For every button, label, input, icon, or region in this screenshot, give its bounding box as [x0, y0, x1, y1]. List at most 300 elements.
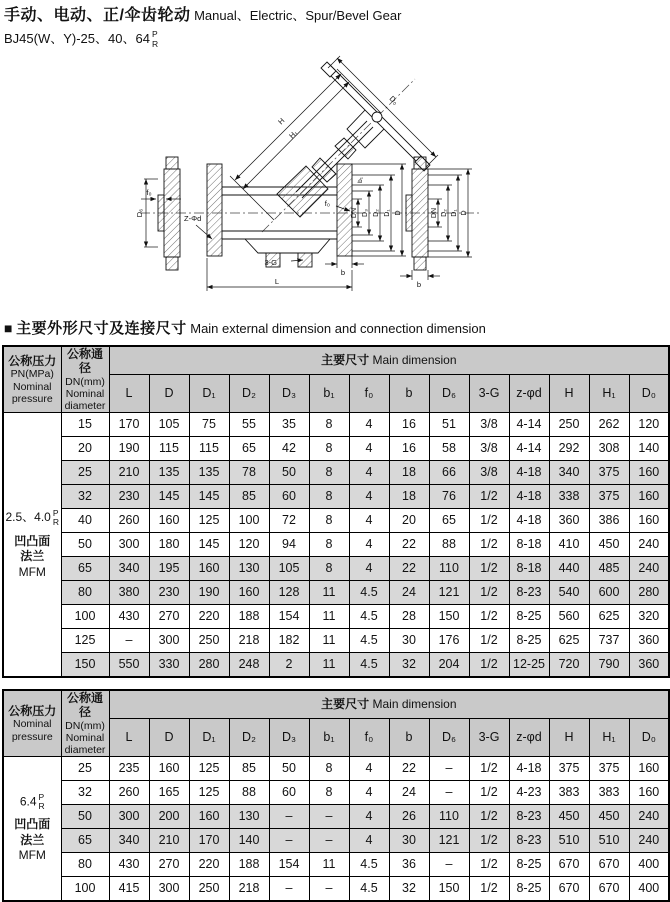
left-flange-view: [158, 157, 180, 270]
dim-value-cell: 85: [229, 756, 269, 780]
dim-value-cell: 42: [269, 436, 309, 460]
dim-label-d0: D₀: [387, 93, 400, 107]
dim-value-cell: 65: [229, 436, 269, 460]
table-row: [3, 652, 669, 677]
dim-column-header: H: [549, 374, 589, 412]
dim-value-cell: 72: [269, 508, 309, 532]
dim-value-cell: –: [269, 876, 309, 901]
dim-column-header: D₂: [229, 374, 269, 412]
dim-value-cell: 160: [189, 804, 229, 828]
dim-value-cell: 240: [629, 828, 669, 852]
dim-label-b-right: b: [416, 279, 422, 289]
dim-value-cell: 188: [229, 604, 269, 628]
dim-value-cell: 1/2: [469, 652, 509, 677]
valve-technical-drawing: [0, 49, 670, 311]
dim-column-header: b: [389, 718, 429, 756]
dim-value-cell: 190: [189, 580, 229, 604]
dim-value-cell: 11: [309, 604, 349, 628]
dim-value-cell: 8: [309, 412, 349, 436]
pressure-header-cell: 公称压力 PN(MPa) Nominal pressure: [3, 346, 61, 412]
dim-column-header: L: [109, 718, 149, 756]
dim-value-cell: 24: [389, 780, 429, 804]
dim-value-cell: 154: [269, 604, 309, 628]
dim-column-header: 3-G: [469, 374, 509, 412]
dim-value-cell: 125: [189, 756, 229, 780]
header-row: [3, 690, 669, 718]
dn-cell: 50: [61, 532, 109, 556]
dim-value-cell: 4.5: [349, 852, 389, 876]
dimension-table-pn25-40: [2, 345, 670, 678]
dim-value-cell: 1/2: [469, 852, 509, 876]
valve-drawing-svg: [0, 49, 670, 311]
dim-value-cell: 4-18: [509, 484, 549, 508]
dim-value-cell: 308: [589, 436, 629, 460]
dim-value-cell: 300: [109, 804, 149, 828]
dim-column-header: f₀: [349, 374, 389, 412]
dim-value-cell: 176: [429, 628, 469, 652]
dim-value-cell: 670: [549, 852, 589, 876]
dim-value-cell: 400: [629, 876, 669, 901]
dim-label-dn-right: DN: [431, 207, 438, 218]
dim-value-cell: 1/2: [469, 604, 509, 628]
dim-value-cell: 130: [229, 804, 269, 828]
dim-value-cell: 270: [149, 852, 189, 876]
dim-value-cell: 240: [629, 804, 669, 828]
dim-value-cell: 58: [429, 436, 469, 460]
dim-value-cell: 550: [109, 652, 149, 677]
dim-value-cell: 383: [549, 780, 589, 804]
dim-value-cell: 125: [189, 780, 229, 804]
dim-value-cell: 8: [309, 780, 349, 804]
table-row: [3, 508, 669, 532]
dim-value-cell: 160: [629, 460, 669, 484]
dim-value-cell: 4.5: [349, 604, 389, 628]
table-row: [3, 852, 669, 876]
dim-value-cell: –: [269, 828, 309, 852]
main-dimension-header: 主要尺寸 Main dimension: [109, 346, 669, 374]
dim-value-cell: 105: [149, 412, 189, 436]
dim-value-cell: 110: [429, 804, 469, 828]
table-row: [3, 780, 669, 804]
dim-value-cell: 4: [349, 484, 389, 508]
dim-value-cell: 1/2: [469, 756, 509, 780]
dim-value-cell: 11: [309, 852, 349, 876]
dim-value-cell: 4-23: [509, 780, 549, 804]
dim-value-cell: 88: [229, 780, 269, 804]
dim-value-cell: 32: [389, 652, 429, 677]
dim-label-3g: 3-G: [264, 257, 277, 267]
dim-column-header: z-φd: [509, 374, 549, 412]
dim-value-cell: 105: [269, 556, 309, 580]
dim-value-cell: 36: [389, 852, 429, 876]
dn-cell: 125: [61, 628, 109, 652]
dim-value-cell: 4.5: [349, 876, 389, 901]
dim-value-cell: 540: [549, 580, 589, 604]
dim-value-cell: 300: [149, 628, 189, 652]
dim-label-l: L: [274, 276, 280, 286]
dim-column-header: D₃: [269, 718, 309, 756]
dim-column-header: b₁: [309, 718, 349, 756]
dim-label-h: H: [276, 116, 287, 127]
dim-value-cell: 8: [309, 556, 349, 580]
dim-value-cell: 340: [109, 828, 149, 852]
dim-value-cell: 670: [589, 876, 629, 901]
dim-value-cell: 383: [589, 780, 629, 804]
table-row: [3, 876, 669, 901]
dim-label-d6: D₆: [135, 208, 144, 218]
dim-value-cell: 115: [189, 436, 229, 460]
dim-value-cell: 170: [189, 828, 229, 852]
dim-value-cell: 35: [269, 412, 309, 436]
dim-value-cell: 430: [109, 852, 149, 876]
dim-value-cell: 160: [629, 484, 669, 508]
dim-value-cell: 204: [429, 652, 469, 677]
dim-value-cell: 1/2: [469, 532, 509, 556]
dim-value-cell: 3/8: [469, 412, 509, 436]
dn-cell: 150: [61, 652, 109, 677]
table-row: [3, 580, 669, 604]
dim-value-cell: 100: [229, 508, 269, 532]
dim-value-cell: –: [309, 804, 349, 828]
dim-value-cell: 4: [349, 508, 389, 532]
dim-value-cell: 4.5: [349, 580, 389, 604]
dim-label-f0-left: f₀: [146, 187, 152, 197]
dim-value-cell: 450: [589, 532, 629, 556]
handwheel: [321, 62, 430, 171]
table-row: [3, 828, 669, 852]
dim-value-cell: 8: [309, 532, 349, 556]
dim-value-cell: 76: [429, 484, 469, 508]
dim-value-cell: 410: [549, 532, 589, 556]
dim-value-cell: 85: [229, 484, 269, 508]
dim-value-cell: 160: [229, 580, 269, 604]
dim-column-header: H: [549, 718, 589, 756]
dim-value-cell: 110: [429, 556, 469, 580]
dn-cell: 25: [61, 460, 109, 484]
dim-value-cell: 88: [429, 532, 469, 556]
dim-column-header: D: [149, 374, 189, 412]
dim-value-cell: 150: [429, 876, 469, 901]
dim-value-cell: 160: [189, 556, 229, 580]
dim-value-cell: 4-18: [509, 460, 549, 484]
dim-value-cell: 140: [229, 828, 269, 852]
dim-value-cell: 270: [149, 604, 189, 628]
header-row: [3, 346, 669, 374]
dim-value-cell: 195: [149, 556, 189, 580]
dim-value-cell: 300: [149, 876, 189, 901]
dn-cell: 15: [61, 412, 109, 436]
dim-column-header: D₃: [269, 374, 309, 412]
dim-value-cell: 380: [109, 580, 149, 604]
dim-value-cell: 32: [389, 876, 429, 901]
dn-cell: 100: [61, 876, 109, 901]
dimension-table-container-1: [0, 345, 670, 678]
dim-value-cell: 386: [589, 508, 629, 532]
dim-value-cell: 8-23: [509, 804, 549, 828]
dim-value-cell: 160: [629, 780, 669, 804]
dn-cell: 80: [61, 852, 109, 876]
dim-value-cell: 375: [549, 756, 589, 780]
dim-value-cell: 600: [589, 580, 629, 604]
dn-cell: 32: [61, 780, 109, 804]
dim-value-cell: 230: [149, 580, 189, 604]
dim-label-d3: D₃: [362, 208, 369, 217]
dn-cell: 100: [61, 604, 109, 628]
dim-column-header: 3-G: [469, 718, 509, 756]
dim-value-cell: 160: [149, 756, 189, 780]
dim-value-cell: 8-25: [509, 876, 549, 901]
dim-value-cell: –: [309, 828, 349, 852]
dim-value-cell: 160: [629, 756, 669, 780]
main-dimension-header: 主要尺寸 Main dimension: [109, 690, 669, 718]
dim-value-cell: 20: [389, 508, 429, 532]
dim-label-b-mid: b: [340, 267, 346, 277]
dim-value-cell: 320: [629, 604, 669, 628]
dim-value-cell: 1/2: [469, 780, 509, 804]
dim-value-cell: 1/2: [469, 556, 509, 580]
table-row: [3, 604, 669, 628]
dim-value-cell: 8: [309, 508, 349, 532]
dim-value-cell: 8-25: [509, 604, 549, 628]
dim-value-cell: 145: [189, 532, 229, 556]
dim-value-cell: 24: [389, 580, 429, 604]
dim-value-cell: 190: [109, 436, 149, 460]
dim-value-cell: –: [269, 804, 309, 828]
dim-value-cell: 50: [269, 460, 309, 484]
dim-value-cell: 248: [229, 652, 269, 677]
dn-cell: 65: [61, 828, 109, 852]
dim-value-cell: 720: [549, 652, 589, 677]
dim-label-d2-mid: D₂: [373, 209, 380, 217]
dn-cell: 80: [61, 580, 109, 604]
dim-value-cell: 375: [589, 484, 629, 508]
dim-value-cell: 4.5: [349, 652, 389, 677]
dim-value-cell: 737: [589, 628, 629, 652]
dim-column-header: L: [109, 374, 149, 412]
dn-cell: 65: [61, 556, 109, 580]
dim-value-cell: 60: [269, 780, 309, 804]
dim-value-cell: –: [429, 756, 469, 780]
dim-column-header: D₀: [629, 718, 669, 756]
model-designation: BJ45(W、Y)-25、40、64 P R: [4, 29, 159, 49]
dim-value-cell: 66: [429, 460, 469, 484]
dim-label-f0-mid: f₀: [324, 198, 330, 208]
dim-value-cell: 210: [149, 828, 189, 852]
dim-value-cell: 18: [389, 460, 429, 484]
dim-value-cell: 11: [309, 580, 349, 604]
dim-value-cell: 292: [549, 436, 589, 460]
dim-value-cell: –: [109, 628, 149, 652]
dim-value-cell: 415: [109, 876, 149, 901]
pr-subscript: P R: [151, 29, 159, 49]
dim-value-cell: 75: [189, 412, 229, 436]
dim-value-cell: 1/2: [469, 804, 509, 828]
dim-value-cell: 790: [589, 652, 629, 677]
section-title-chinese: 主要外形尺寸及连接尺寸: [16, 319, 187, 337]
table-row: [3, 460, 669, 484]
dim-value-cell: 250: [549, 412, 589, 436]
dim-value-cell: 8: [309, 460, 349, 484]
pressure-group-cell: 6.4 P R 凹凸面 法兰 MFM: [3, 756, 61, 901]
dim-value-cell: 260: [109, 508, 149, 532]
dim-value-cell: 121: [429, 580, 469, 604]
dim-value-cell: 121: [429, 828, 469, 852]
dim-value-cell: 55: [229, 412, 269, 436]
dim-value-cell: 560: [549, 604, 589, 628]
dim-value-cell: 4-14: [509, 436, 549, 460]
dim-value-cell: 120: [629, 412, 669, 436]
dim-value-cell: 670: [549, 876, 589, 901]
dim-value-cell: 200: [149, 804, 189, 828]
dim-value-cell: 4-18: [509, 508, 549, 532]
dim-value-cell: 130: [229, 556, 269, 580]
dn-cell: 25: [61, 756, 109, 780]
dim-value-cell: 8-23: [509, 580, 549, 604]
dim-value-cell: 8: [309, 484, 349, 508]
dim-value-cell: 26: [389, 804, 429, 828]
dim-value-cell: 3/8: [469, 436, 509, 460]
dim-value-cell: 115: [149, 436, 189, 460]
dim-column-header: b₁: [309, 374, 349, 412]
diameter-header-cell: 公称通径 DN(mm) Nominal diameter: [61, 690, 109, 756]
dn-cell: 50: [61, 804, 109, 828]
dim-label-b1: b₁: [357, 177, 364, 183]
dim-label-z-phi-d: Z-Φd: [184, 213, 202, 223]
dim-value-cell: 450: [589, 804, 629, 828]
dim-value-cell: 128: [269, 580, 309, 604]
dim-value-cell: 340: [549, 460, 589, 484]
dim-value-cell: 145: [189, 484, 229, 508]
pressure-header-cell: 公称压力 Nominal pressure: [3, 690, 61, 756]
dim-value-cell: 4: [349, 756, 389, 780]
dim-value-cell: 65: [429, 508, 469, 532]
dim-value-cell: 28: [389, 604, 429, 628]
dim-value-cell: 280: [189, 652, 229, 677]
dn-cell: 32: [61, 484, 109, 508]
table-row: [3, 756, 669, 780]
dim-value-cell: 170: [109, 412, 149, 436]
dim-column-header: D₆: [429, 374, 469, 412]
dim-label-d-mid: D: [395, 210, 402, 216]
table-row: [3, 804, 669, 828]
dim-value-cell: 430: [109, 604, 149, 628]
table-row: [3, 628, 669, 652]
dim-label-h1: H₁: [287, 128, 300, 141]
dim-value-cell: 625: [589, 604, 629, 628]
dim-value-cell: 8-23: [509, 828, 549, 852]
table-row: [3, 532, 669, 556]
dim-value-cell: 625: [549, 628, 589, 652]
dim-value-cell: 154: [269, 852, 309, 876]
section-header: [4, 317, 670, 338]
dim-value-cell: 220: [189, 852, 229, 876]
dim-value-cell: 182: [269, 628, 309, 652]
dim-value-cell: 8-25: [509, 628, 549, 652]
dim-value-cell: –: [309, 876, 349, 901]
dim-value-cell: 16: [389, 436, 429, 460]
dim-value-cell: 1/2: [469, 876, 509, 901]
dim-value-cell: 150: [429, 604, 469, 628]
dim-value-cell: 140: [629, 436, 669, 460]
dim-value-cell: 360: [629, 628, 669, 652]
dim-value-cell: 30: [389, 828, 429, 852]
dim-value-cell: 145: [149, 484, 189, 508]
dim-column-header: b: [389, 374, 429, 412]
dim-value-cell: 50: [269, 756, 309, 780]
dim-value-cell: 4-14: [509, 412, 549, 436]
dn-cell: 40: [61, 508, 109, 532]
section-marker: ■: [4, 319, 13, 336]
dim-value-cell: 60: [269, 484, 309, 508]
dim-value-cell: 262: [589, 412, 629, 436]
dim-value-cell: 360: [629, 652, 669, 677]
dim-value-cell: 4: [349, 412, 389, 436]
dim-value-cell: 1/2: [469, 484, 509, 508]
dim-column-header: H₁: [589, 374, 629, 412]
dim-value-cell: 250: [189, 628, 229, 652]
dim-value-cell: 51: [429, 412, 469, 436]
dim-value-cell: 250: [189, 876, 229, 901]
dn-cell: 20: [61, 436, 109, 460]
dim-value-cell: 11: [309, 652, 349, 677]
dim-value-cell: 4: [349, 532, 389, 556]
dim-column-header: D: [149, 718, 189, 756]
dim-value-cell: 210: [109, 460, 149, 484]
dim-value-cell: 12-25: [509, 652, 549, 677]
dimension-table-pn64: [2, 689, 670, 902]
dim-label-d1-right: D₁: [451, 209, 458, 217]
dim-label-d1-mid: D₁: [384, 209, 391, 217]
dim-value-cell: 340: [109, 556, 149, 580]
dim-value-cell: 135: [189, 460, 229, 484]
dim-value-cell: 125: [189, 508, 229, 532]
table-row: [3, 412, 669, 436]
dim-value-cell: 4: [349, 828, 389, 852]
dim-value-cell: –: [429, 852, 469, 876]
dim-column-header: H₁: [589, 718, 629, 756]
dim-column-header: D₆: [429, 718, 469, 756]
dim-value-cell: 280: [629, 580, 669, 604]
page-title: [4, 6, 666, 25]
table-row: [3, 484, 669, 508]
dim-value-cell: 16: [389, 412, 429, 436]
dim-value-cell: 8: [309, 436, 349, 460]
title-english: Manual、Electric、Spur/Bevel Gear: [194, 8, 402, 23]
dim-column-header: D₁: [189, 374, 229, 412]
dim-value-cell: 120: [229, 532, 269, 556]
dim-column-header: z-φd: [509, 718, 549, 756]
dim-value-cell: 240: [629, 532, 669, 556]
dimension-table-container-2: [0, 689, 670, 902]
dim-value-cell: 4: [349, 460, 389, 484]
dim-value-cell: 400: [629, 852, 669, 876]
dim-value-cell: 165: [149, 780, 189, 804]
dim-value-cell: 8-18: [509, 556, 549, 580]
dim-value-cell: 4: [349, 780, 389, 804]
dim-column-header: D₂: [229, 718, 269, 756]
dim-value-cell: 510: [549, 828, 589, 852]
dim-value-cell: 330: [149, 652, 189, 677]
dim-column-header: f₀: [349, 718, 389, 756]
dim-label-d2-right: D₂: [441, 209, 448, 217]
right-flange-view: [406, 157, 428, 270]
dim-value-cell: 78: [229, 460, 269, 484]
dim-value-cell: 8-25: [509, 852, 549, 876]
dim-value-cell: 338: [549, 484, 589, 508]
dim-label-d-right: D: [461, 210, 468, 216]
dim-value-cell: 4: [349, 556, 389, 580]
dim-value-cell: 300: [109, 532, 149, 556]
